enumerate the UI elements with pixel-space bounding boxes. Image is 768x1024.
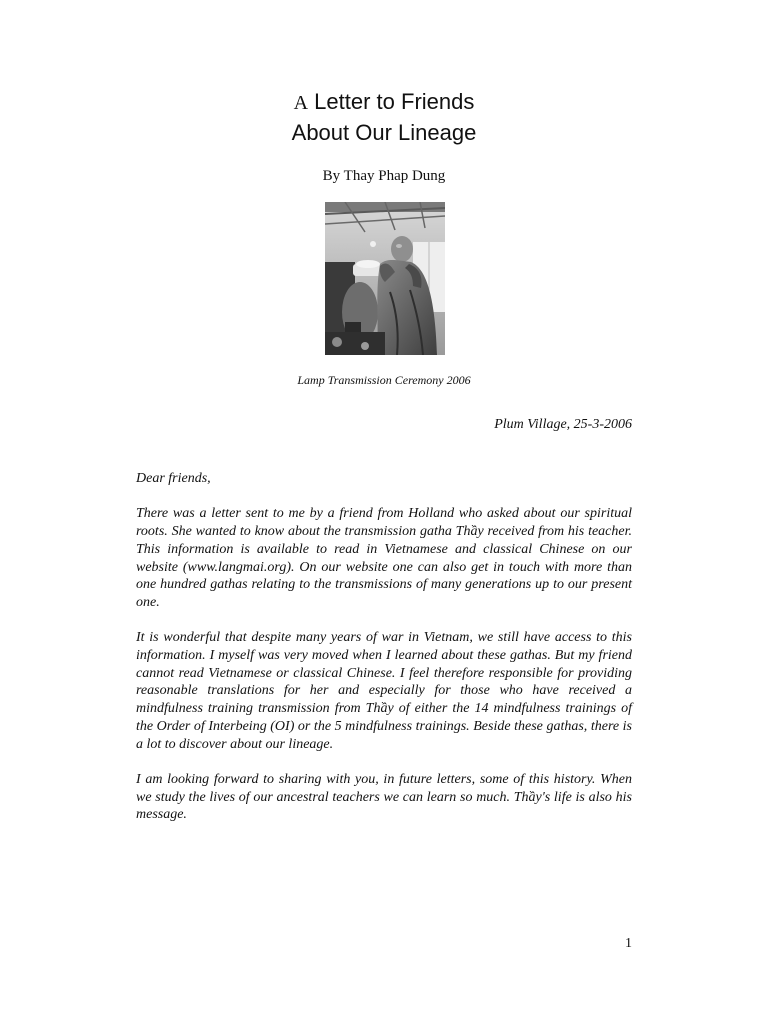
ceremony-photo xyxy=(325,202,445,355)
page-title xyxy=(0,87,768,148)
salutation: Dear friends, xyxy=(136,471,211,486)
paragraph-1: There was a letter sent to me by a friend from Holland who asked about our spiritual roots. She wanted to know about the transmission gatha Thầy received from his teacher. This information is available to read in Vietnamese and classical Chinese on our website (www.langmai.org). On our website one can also get in touch with more than one hundred gathas relating to the transmissions of many generations up to our present one. xyxy=(136,506,632,610)
title-line-2: About Our Lineage xyxy=(291,120,477,145)
title-line-1 xyxy=(0,87,768,118)
title-line-1-text: Letter to Friends xyxy=(308,89,475,114)
page-number: 1 xyxy=(625,936,632,951)
paragraph-2: It is wonderful that despite many years of war in Vietnam, we still have access to this information. I myself was very moved when I learned about these gathas. But my friend cannot read Vietnamese or classical Chinese. I feel therefore responsible for providing reasonable translations for her and especially for those who have received a mindfulness training transmission from Thầy of either the 14 mindfulness trainings of the Order of Interbeing (OI) or the 5 mindfulness trainings. Beside these gathas, there is a lot to discover about our lineage. xyxy=(136,630,632,752)
title-initial: A xyxy=(293,92,309,114)
dateline: Plum Village, 25-3-2006 xyxy=(494,417,632,432)
paragraph-3: I am looking forward to sharing with you, in future letters, some of this history. When we study the lives of our ancestral teachers we can learn so much. Thầy's life is also his message. xyxy=(136,771,632,823)
photo-caption: Lamp Transmission Ceremony 2006 xyxy=(297,373,471,387)
author-byline: By Thay Phap Dung xyxy=(322,168,446,184)
letter-body xyxy=(136,470,632,842)
